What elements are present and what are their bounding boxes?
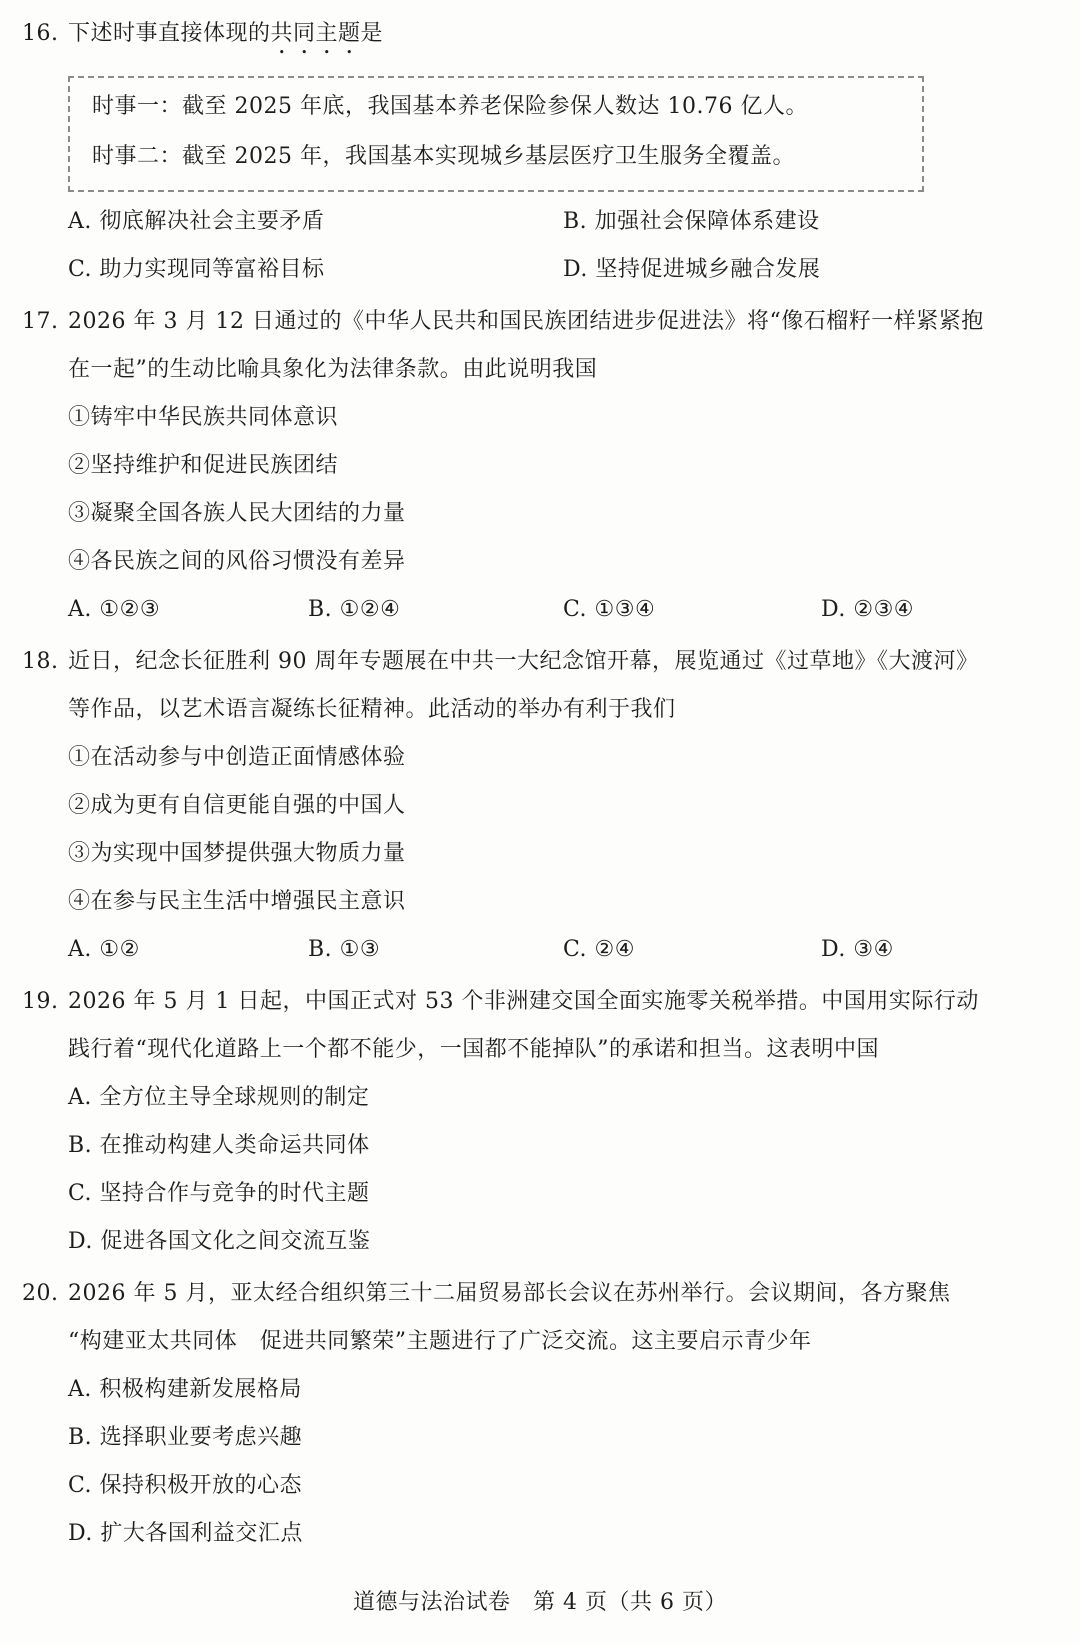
question-19-stem-line-1: 2026 年 5 月 1 日起，中国正式对 53 个非洲建交国全面实施零关税举措。中国用实际行动 xyxy=(68,989,979,1014)
question-16-option-a: A. 彻底解决社会主要矛盾 xyxy=(68,209,325,234)
question-17-statement-3: ③凝聚全国各族人民大团结的力量 xyxy=(68,501,406,526)
current-event-2: 时事二：截至 2025 年，我国基本实现城乡基层医疗卫生服务全覆盖。 xyxy=(92,144,795,169)
question-18-statement-3: ③为实现中国梦提供强大物质力量 xyxy=(68,841,406,866)
question-19-option-d: D. 促进各国文化之间交流互鉴 xyxy=(68,1229,371,1254)
question-17-stem-line-2: 在一起”的生动比喻具象化为法律条款。由此说明我国 xyxy=(68,357,598,382)
current-event-1: 时事一：截至 2025 年底，我国基本养老保险参保人数达 10.76 亿人。 xyxy=(92,94,808,119)
question-20-number: 20. xyxy=(22,1281,59,1306)
question-18-option-c: C. ②④ xyxy=(563,937,635,962)
question-16-option-b: B. 加强社会保障体系建设 xyxy=(563,209,820,234)
question-19-option-c: C. 坚持合作与竞争的时代主题 xyxy=(68,1181,370,1206)
question-18-option-b: B. ①③ xyxy=(308,937,381,962)
question-16-stem-after: 是 xyxy=(360,21,384,46)
question-18-option-a: A. ①② xyxy=(68,937,140,962)
question-16-stem-before: 下述时事直接体现的 xyxy=(68,21,271,46)
question-17-statement-2: ②坚持维护和促进民族团结 xyxy=(68,453,339,478)
question-18-statement-4: ④在参与民主生活中增强民主意识 xyxy=(68,889,406,914)
page-footer: 道德与法治试卷 第 4 页（共 6 页） xyxy=(353,1590,727,1615)
question-17-option-d: D. ②③④ xyxy=(821,597,915,622)
question-19-option-a: A. 全方位主导全球规则的制定 xyxy=(68,1085,370,1110)
question-16-option-c: C. 助力实现同等富裕目标 xyxy=(68,257,325,282)
question-20-stem-line-2: “构建亚太共同体 促进共同繁荣”主题进行了广泛交流。这主要启示青少年 xyxy=(68,1329,812,1354)
question-17-option-a: A. ①②③ xyxy=(68,597,161,622)
current-events-box xyxy=(68,76,924,192)
question-16-option-d: D. 坚持促进城乡融合发展 xyxy=(563,257,821,282)
question-18-statement-2: ②成为更有自信更能自强的中国人 xyxy=(68,793,406,818)
question-16-number: 16. xyxy=(22,21,59,46)
question-18-stem-line-1: 近日，纪念长征胜利 90 周年专题展在中共一大纪念馆开幕，展览通过《过草地》《大渡河》 xyxy=(68,649,979,674)
question-17-option-b: B. ①②④ xyxy=(308,597,401,622)
question-20-option-d: D. 扩大各国利益交汇点 xyxy=(68,1521,303,1546)
question-20-option-c: C. 保持积极开放的心态 xyxy=(68,1473,303,1498)
question-17-statement-4: ④各民族之间的风俗习惯没有差异 xyxy=(68,549,406,574)
question-16-stem-emphasis: 共同主题 xyxy=(270,21,361,46)
question-20-stem-line-1: 2026 年 5 月，亚太经合组织第三十二届贸易部长会议在苏州举行。会议期间，各方聚焦 xyxy=(68,1281,951,1306)
question-18-number: 18. xyxy=(22,649,59,674)
question-17-number: 17. xyxy=(22,309,59,334)
question-19-number: 19. xyxy=(22,989,59,1014)
question-20-option-b: B. 选择职业要考虑兴趣 xyxy=(68,1425,303,1450)
question-16-stem xyxy=(68,18,1058,59)
question-17-stem-line-1: 2026 年 3 月 12 日通过的《中华人民共和国民族团结进步促进法》将“像石榴籽一样紧紧抱 xyxy=(68,309,984,334)
question-18-stem-line-2: 等作品，以艺术语言凝练长征精神。此活动的举办有利于我们 xyxy=(68,697,676,722)
question-17-option-c: C. ①③④ xyxy=(563,597,656,622)
question-18-option-d: D. ③④ xyxy=(821,937,894,962)
question-20-option-a: A. 积极构建新发展格局 xyxy=(68,1377,302,1402)
question-17-statement-1: ①铸牢中华民族共同体意识 xyxy=(68,405,339,430)
question-19-option-b: B. 在推动构建人类命运共同体 xyxy=(68,1133,370,1158)
question-18-statement-1: ①在活动参与中创造正面情感体验 xyxy=(68,745,406,770)
question-19-stem-line-2: 践行着“现代化道路上一个都不能少，一国都不能掉队”的承诺和担当。这表明中国 xyxy=(68,1037,879,1062)
